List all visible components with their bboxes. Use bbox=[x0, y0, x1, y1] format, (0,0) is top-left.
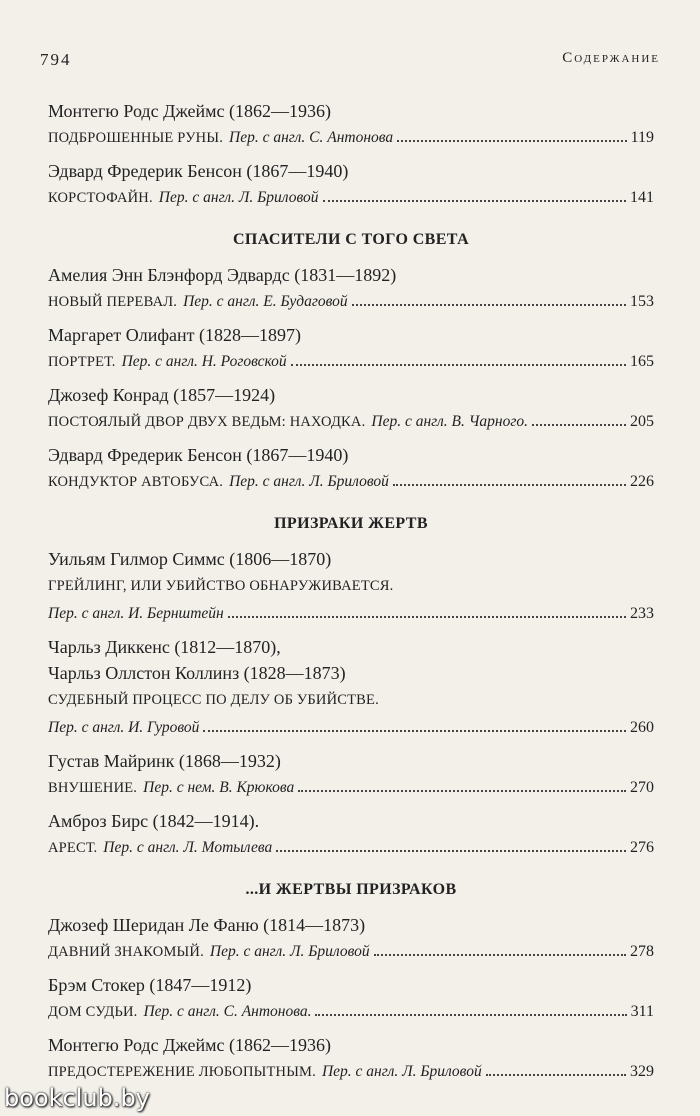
entry-page: 165 bbox=[630, 353, 654, 370]
toc-entry bbox=[48, 382, 654, 436]
entry-author: Чарльз Оллстон Коллинз (1828—1873) bbox=[48, 663, 346, 683]
entry-page: 205 bbox=[630, 413, 654, 430]
entry-author: Монтегю Родс Джеймс (1862—1936) bbox=[48, 1035, 332, 1055]
entry-title: ВНУШЕНИЕ. bbox=[48, 780, 138, 796]
entry-author: Уильям Гилмор Симмс (1806—1870) bbox=[48, 549, 332, 569]
dot-leader bbox=[486, 1074, 626, 1076]
entry-title: ГРЕЙЛИНГ, ИЛИ УБИЙСТВО ОБНАРУЖИВАЕТСЯ. bbox=[48, 578, 394, 594]
section-heading: ПРИЗРАКИ ЖЕРТВ bbox=[274, 515, 428, 532]
entry-translator: Пер. с англ. Л. Бриловой bbox=[209, 943, 370, 960]
entry-line bbox=[48, 774, 654, 802]
entry-page: 260 bbox=[630, 719, 654, 736]
entry-page: 226 bbox=[630, 473, 654, 490]
entry-author: Джозеф Шеридан Ле Фаню (1814—1873) bbox=[48, 915, 366, 935]
entry-page: 233 bbox=[630, 605, 654, 622]
entry-line bbox=[48, 998, 654, 1026]
entry-line bbox=[48, 348, 654, 376]
entry-translator: Пер. с англ. Л. Бриловой bbox=[229, 473, 389, 490]
entry-author: Густав Майринк (1868—1932) bbox=[48, 751, 281, 771]
dot-leader bbox=[397, 140, 626, 142]
toc-entry bbox=[48, 262, 654, 316]
entry-line bbox=[48, 834, 654, 862]
dot-leader bbox=[298, 790, 626, 792]
toc-entry bbox=[48, 748, 654, 802]
dot-leader bbox=[315, 1014, 626, 1016]
section-heading: ...И ЖЕРТВЫ ПРИЗРАКОВ bbox=[245, 881, 457, 898]
entry-line bbox=[48, 184, 654, 212]
entry-title: ПРЕДОСТЕРЕЖЕНИЕ ЛЮБОПЫТНЫМ. bbox=[48, 1064, 316, 1080]
table-of-contents bbox=[48, 94, 654, 1092]
entry-page: 270 bbox=[630, 779, 654, 796]
section-heading: СПАСИТЕЛИ С ТОГО СВЕТА bbox=[232, 231, 470, 248]
toc-entry bbox=[48, 158, 654, 212]
toc-entry bbox=[48, 808, 654, 862]
entry-translator: Пер. с англ. И. Гуровой bbox=[48, 719, 200, 736]
entry-translator: Пер. с англ. В. Чарного. bbox=[371, 413, 529, 430]
entry-translator: Пер. с англ. С. Антонова bbox=[229, 129, 394, 146]
entry-line bbox=[48, 124, 654, 152]
entry-line bbox=[48, 408, 654, 436]
dot-leader bbox=[228, 616, 626, 618]
entry-page: 276 bbox=[630, 839, 654, 856]
entry-translator: Пер. с англ. Н. Роговской bbox=[121, 353, 287, 370]
toc-entry bbox=[48, 98, 654, 152]
toc-entry bbox=[48, 546, 654, 628]
entry-title: НОВЫЙ ПЕРЕВАЛ. bbox=[48, 294, 178, 310]
site-watermark: bookclub.by bbox=[4, 1084, 150, 1112]
entry-title: ДОМ СУДЬИ. bbox=[48, 1004, 138, 1020]
entry-title: АРЕСТ. bbox=[48, 840, 98, 856]
entry-line bbox=[48, 468, 654, 496]
entry-author: Джозеф Конрад (1857—1924) bbox=[48, 385, 276, 405]
dot-leader bbox=[323, 200, 626, 202]
page-header bbox=[40, 50, 660, 74]
running-title: Содержание bbox=[562, 50, 660, 66]
toc-entry bbox=[48, 442, 654, 496]
entry-title: ДАВНИЙ ЗНАКОМЫЙ. bbox=[48, 944, 204, 960]
entry-translator: Пер. с англ. Е. Будаговой bbox=[183, 293, 348, 310]
entry-translator: Пер. с англ. Л. Бриловой bbox=[321, 1063, 482, 1080]
toc-entry bbox=[48, 634, 654, 742]
entry-translator: Пер. с нем. В. Крюкова bbox=[143, 779, 295, 796]
entry-translator: Пер. с англ. С. Антонова. bbox=[143, 1003, 312, 1020]
entry-translator: Пер. с англ. И. Бернштейн bbox=[48, 605, 224, 622]
entry-page: 141 bbox=[630, 189, 654, 206]
entry-author: Амброз Бирс (1842—1914). bbox=[48, 811, 260, 831]
entry-page: 329 bbox=[630, 1063, 654, 1080]
toc-entry bbox=[48, 972, 654, 1026]
page-number: 794 bbox=[40, 50, 72, 69]
entry-title: ПОРТРЕТ. bbox=[48, 354, 116, 370]
entry-translator: Пер. с англ. Л. Бриловой bbox=[158, 189, 319, 206]
toc-entry bbox=[48, 1032, 654, 1086]
entry-author: Монтегю Родс Джеймс (1862—1936) bbox=[48, 101, 332, 121]
entry-author: Амелия Энн Блэнфорд Эдвардс (1831—1892) bbox=[48, 265, 397, 285]
entry-author: Чарльз Диккенс (1812—1870), bbox=[48, 637, 281, 657]
entry-author: Эдвард Фредерик Бенсон (1867—1940) bbox=[48, 445, 349, 465]
entry-title: ПОСТОЯЛЫЙ ДВОР ДВУХ ВЕДЬМ: НАХОДКА. bbox=[48, 414, 366, 430]
toc-entry bbox=[48, 912, 654, 966]
entry-page: 119 bbox=[630, 129, 654, 146]
entry-line bbox=[48, 288, 654, 316]
dot-leader bbox=[291, 364, 626, 366]
entry-page: 153 bbox=[630, 293, 654, 310]
entry-author: Брэм Стокер (1847—1912) bbox=[48, 975, 252, 995]
dot-leader bbox=[276, 850, 626, 852]
toc-entry bbox=[48, 322, 654, 376]
entry-title: КОНДУКТОР АВТОБУСА. bbox=[48, 474, 224, 490]
entry-title: СУДЕБНЫЙ ПРОЦЕСС ПО ДЕЛУ ОБ УБИЙСТВЕ. bbox=[48, 692, 379, 708]
entry-author: Эдвард Фредерик Бенсон (1867—1940) bbox=[48, 161, 349, 181]
entry-author: Маргарет Олифант (1828—1897) bbox=[48, 325, 301, 345]
entry-line bbox=[48, 714, 654, 742]
entry-translator: Пер. с англ. Л. Мотылева bbox=[103, 839, 273, 856]
entry-title: ПОДБРОШЕННЫЕ РУНЫ. bbox=[48, 130, 224, 146]
dot-leader bbox=[532, 424, 626, 426]
entry-title: КОРСТОФАЙН. bbox=[48, 190, 153, 206]
entry-line bbox=[48, 938, 654, 966]
entry-page: 278 bbox=[630, 943, 654, 960]
entry-page: 311 bbox=[630, 1003, 654, 1020]
entry-line bbox=[48, 1058, 654, 1086]
dot-leader bbox=[352, 304, 626, 306]
entry-line bbox=[48, 600, 654, 628]
dot-leader bbox=[393, 484, 626, 486]
dot-leader bbox=[203, 730, 626, 732]
dot-leader bbox=[374, 954, 626, 956]
